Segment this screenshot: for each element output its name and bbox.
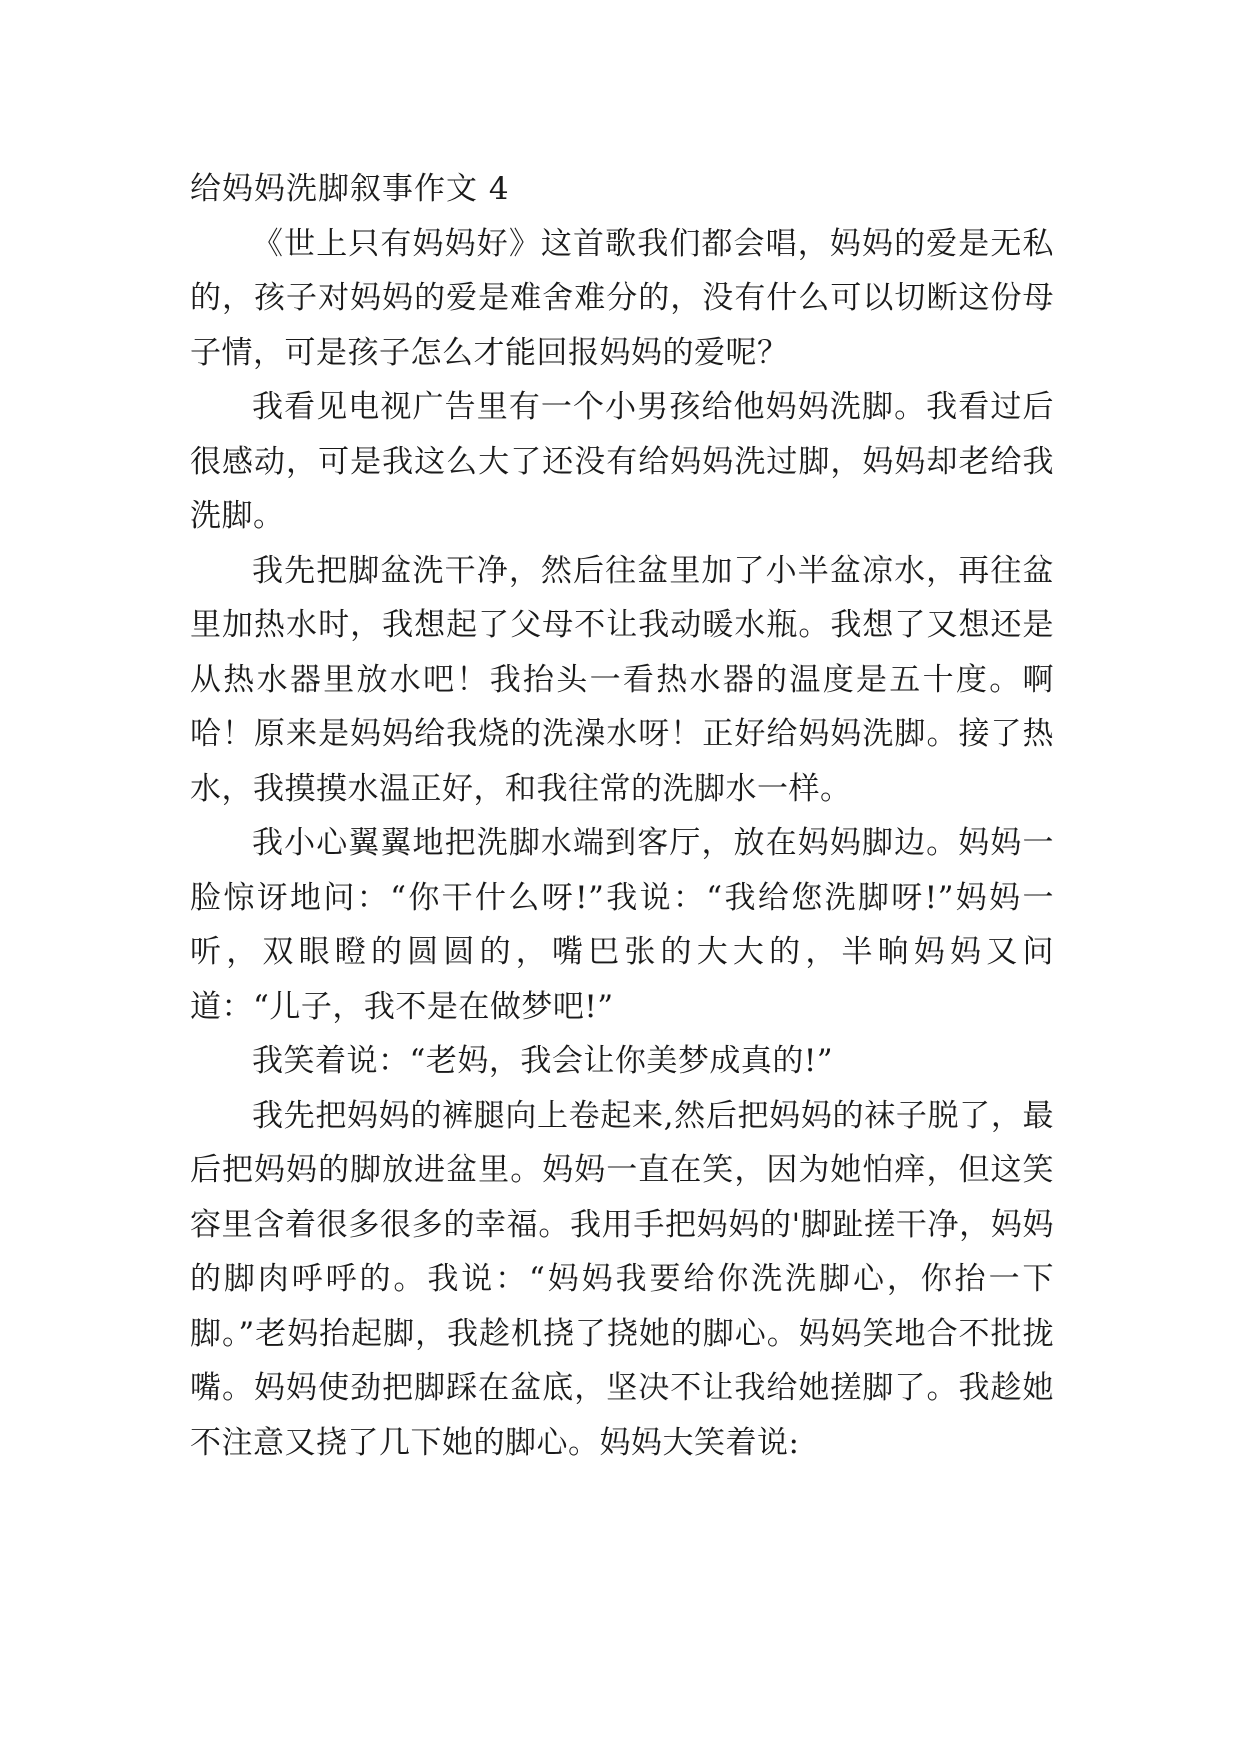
paragraph: 我笑着说：“老妈，我会让你美梦成真的!”	[252, 1043, 834, 1079]
paragraph: 我小心翼翼地把洗脚水端到客厅，放在妈妈脚边。妈妈一脸惊讶地问：“你干什么呀!”我说：“我给您洗脚呀!”妈妈一听，双眼瞪的圆圆的，嘴巴张的大大的，半晌妈妈又问道：“儿子，我不是在做梦吧!”	[190, 825, 1054, 1025]
paragraph: 《世上只有妈妈好》这首歌我们都会唱，妈妈的爱是无私的，孩子对妈妈的爱是难舍难分的，没有什么可以切断这份母子情，可是孩子怎么才能回报妈妈的爱呢？	[190, 225, 1054, 371]
document-body	[190, 162, 1054, 1470]
paragraph: 我先把妈妈的裤腿向上卷起来,然后把妈妈的袜子脱了，最后把妈妈的脚放进盆里。妈妈一直在笑，因为她怕痒，但这笑容里含着很多很多的幸福。我用手把妈妈的'脚趾搓干净，妈妈的脚肉呼呼的。我说：“妈妈我要给你洗洗脚心，你抬一下脚。”老妈抬起脚，我趁机挠了挠她的脚心。妈妈笑地合不批拢嘴。妈妈使劲把脚踩在盆底，坚决不让我给她搓脚了。我趁她不注意又挠了几下她的脚心。妈妈大笑着说:	[190, 1097, 1054, 1461]
paragraph: 我看见电视广告里有一个小男孩给他妈妈洗脚。我看过后很感动，可是我这么大了还没有给妈妈洗过脚，妈妈却老给我洗脚。	[190, 389, 1054, 534]
document-title: 给妈妈洗脚叙事作文 4	[190, 171, 510, 207]
paragraph: 我先把脚盆洗干净，然后往盆里加了小半盆凉水，再往盆里加热水时，我想起了父母不让我动暖水瓶。我想了又想还是从热水器里放水吧！我抬头一看热水器的温度是五十度。啊哈！原来是妈妈给我烧的洗澡水呀！正好给妈妈洗脚。接了热水，我摸摸水温正好，和我往常的洗脚水一样。	[190, 552, 1054, 807]
